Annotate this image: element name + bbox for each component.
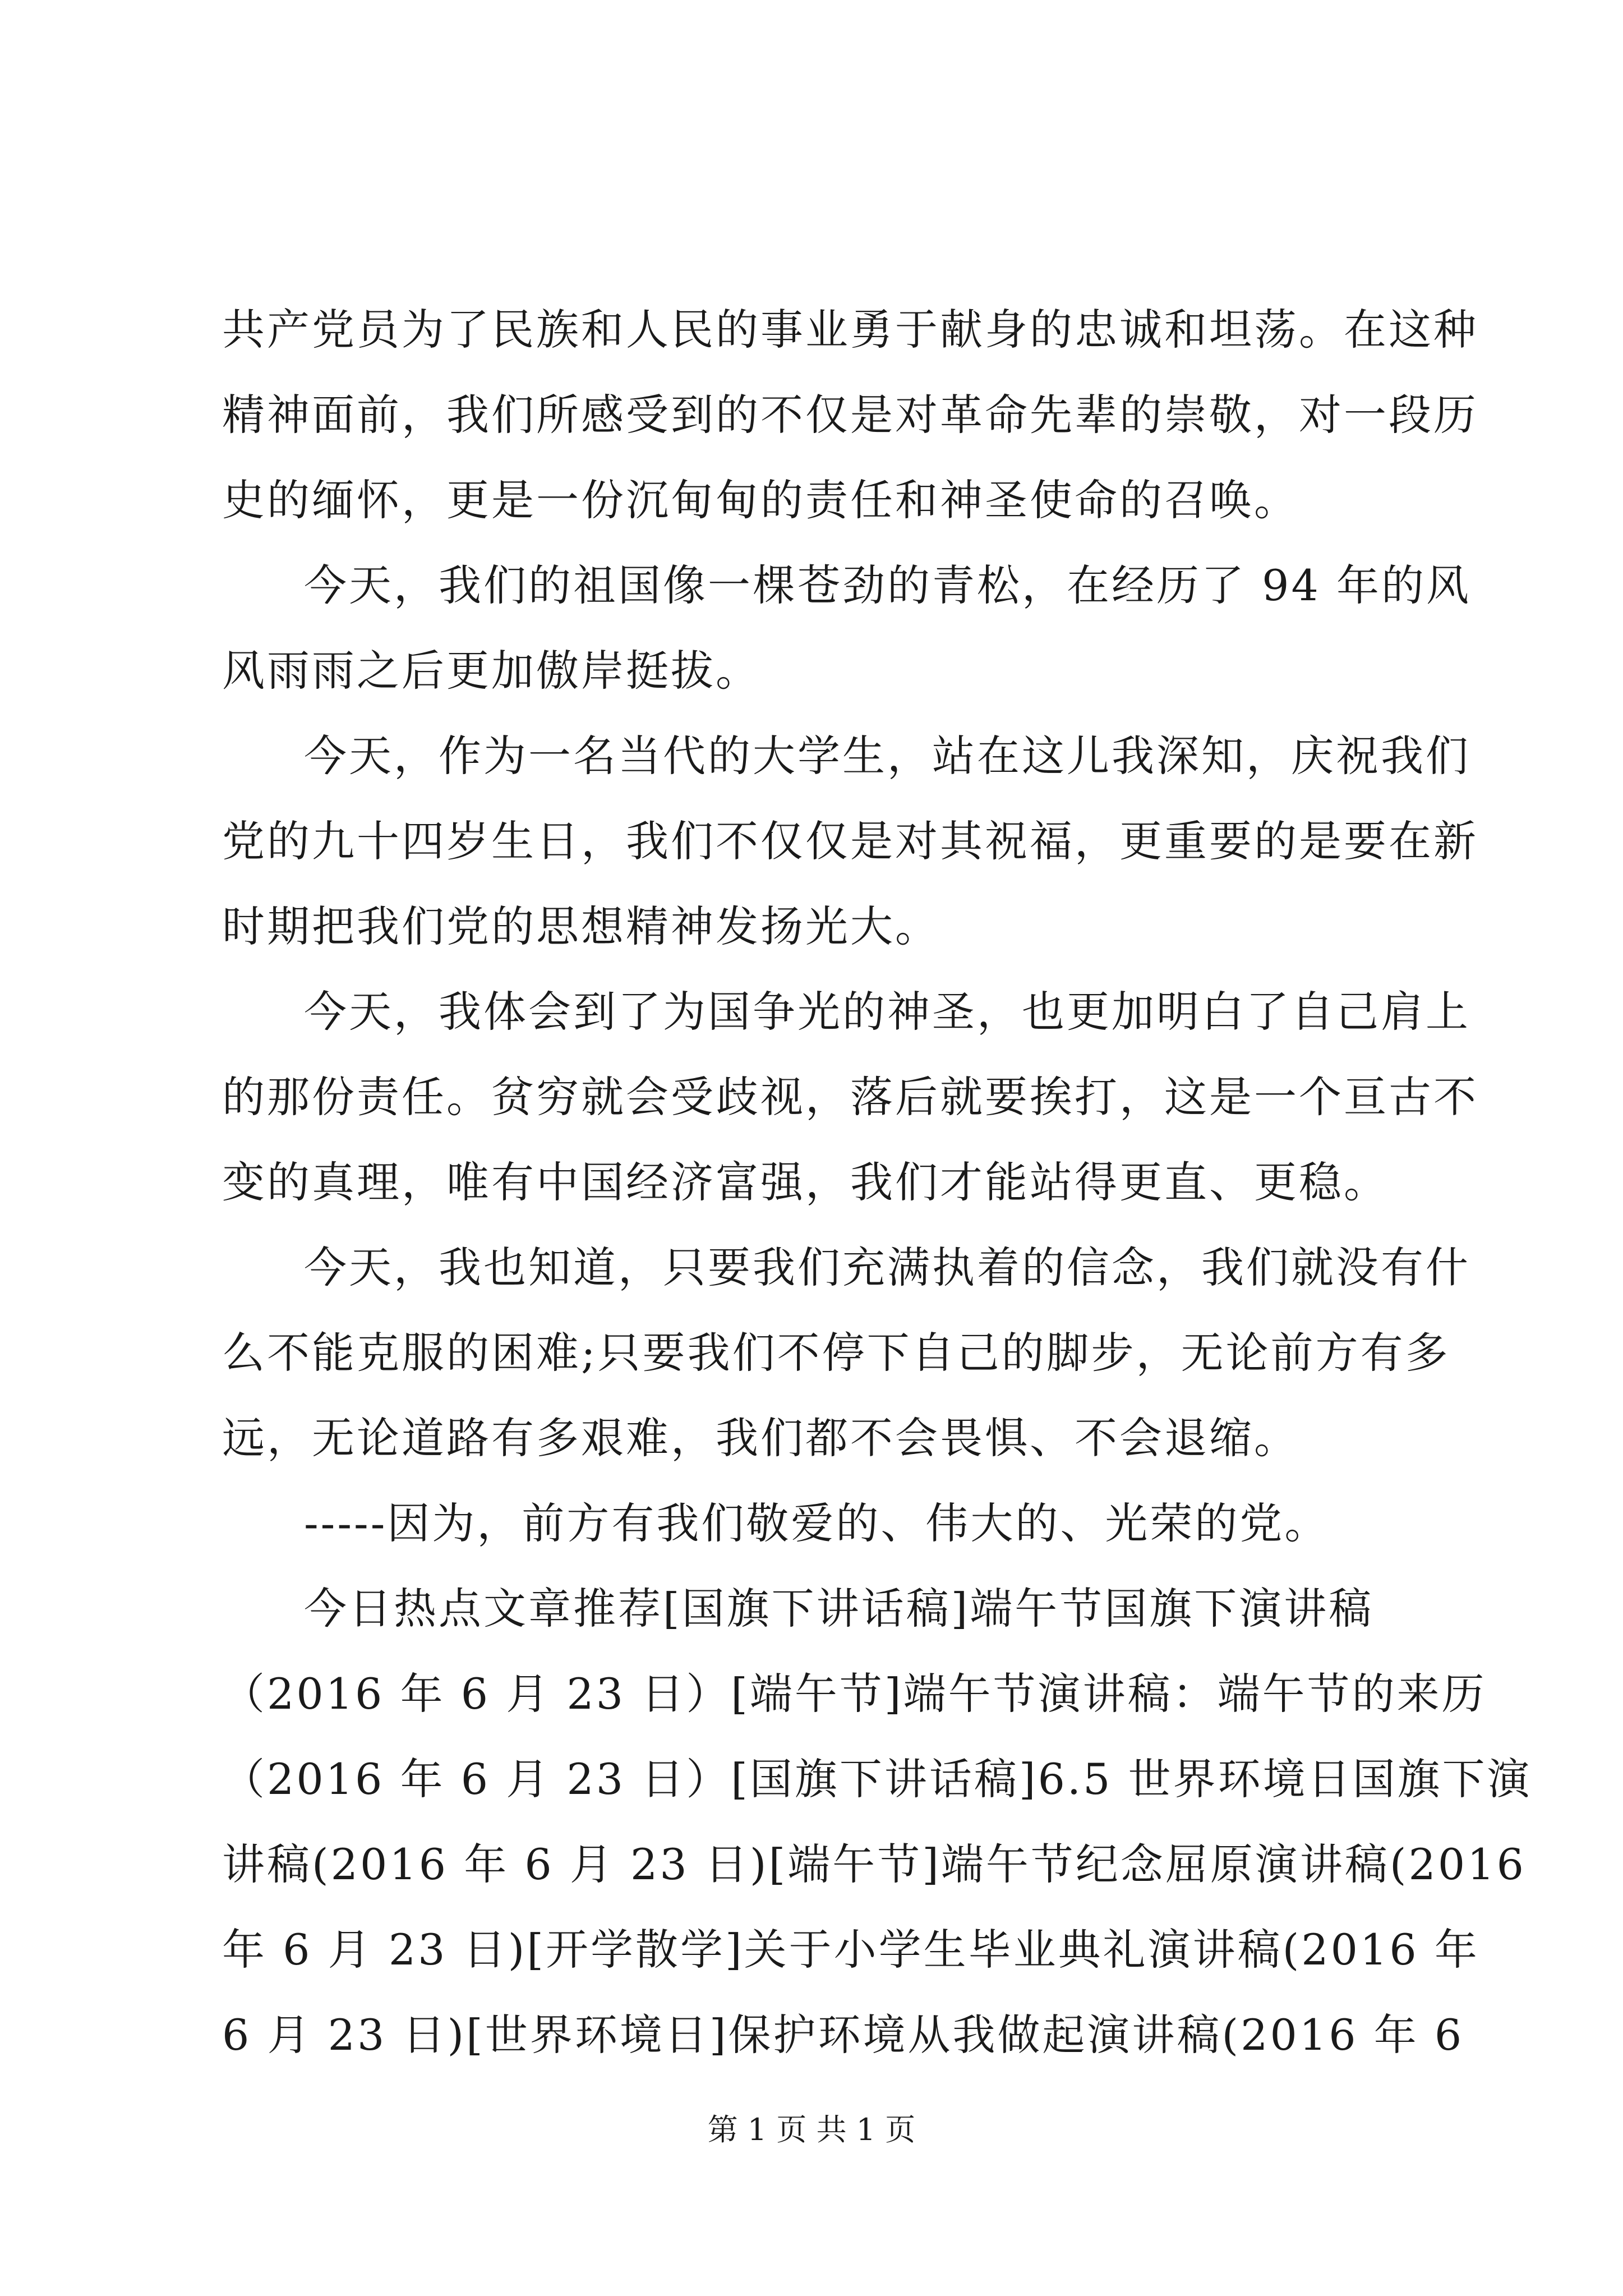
text-line: 精神面前，我们所感受到的不仅是对革命先辈的崇敬，对一段历 [222, 390, 1478, 440]
paragraph-first-line: 今日热点文章推荐[国旗下讲话稿]端午节国旗下演讲稿 [304, 1584, 1374, 1634]
text-line: 时期把我们党的思想精神发扬光大。 [222, 901, 940, 951]
text-line: 讲稿(2016 年 6 月 23 日)[端午节]端午节纪念屈原演讲稿(2016 [222, 1839, 1526, 1889]
paragraph-first-line: 今天，我体会到了为国争光的神圣，也更加明白了自己肩上 [304, 987, 1470, 1037]
paragraph-first-line: 今天，作为一名当代的大学生，站在这儿我深知，庆祝我们 [304, 731, 1470, 781]
text-line: 么不能克服的困难;只要我们不停下自己的脚步，无论前方有多 [222, 1328, 1450, 1378]
text-line: 史的缅怀，更是一份沉甸甸的责任和神圣使命的召唤。 [222, 475, 1299, 525]
paragraph-first-line: 今天，我们的祖国像一棵苍劲的青松，在经历了 94 年的风 [304, 560, 1472, 610]
text-line: （2016 年 6 月 23 日）[国旗下讲话稿]6.5 世界环境日国旗下演 [222, 1754, 1532, 1804]
text-line: 远，无论道路有多艰难，我们都不会畏惧、不会退缩。 [222, 1413, 1299, 1463]
text-line: （2016 年 6 月 23 日）[端午节]端午节演讲稿：端午节的来历 [222, 1669, 1487, 1719]
text-line: 的那份责任。贫穷就会受歧视，落后就要挨打，这是一个亘古不 [222, 1072, 1478, 1122]
text-line: 年 6 月 23 日)[开学散学]关于小学生毕业典礼演讲稿(2016 年 [222, 1925, 1479, 1975]
text-line: 风雨雨之后更加傲岸挺拔。 [222, 646, 760, 696]
page-number-footer: 第 1 页 共 1 页 [707, 2112, 916, 2147]
text-line: 党的九十四岁生日，我们不仅仅是对其祝福，更重要的是要在新 [222, 816, 1478, 866]
text-line: 6 月 23 日)[世界环境日]保护环境从我做起演讲稿(2016 年 6 [222, 2010, 1464, 2060]
text-line: 变的真理，唯有中国经济富强，我们才能站得更直、更稳。 [222, 1157, 1389, 1207]
text-line: 共产党员为了民族和人民的事业勇于献身的忠诚和坦荡。在这种 [222, 305, 1478, 355]
paragraph-first-line: -----因为，前方有我们敬爱的、伟大的、光荣的党。 [304, 1498, 1330, 1548]
paragraph-first-line: 今天，我也知道，只要我们充满执着的信念，我们就没有什 [304, 1243, 1470, 1292]
